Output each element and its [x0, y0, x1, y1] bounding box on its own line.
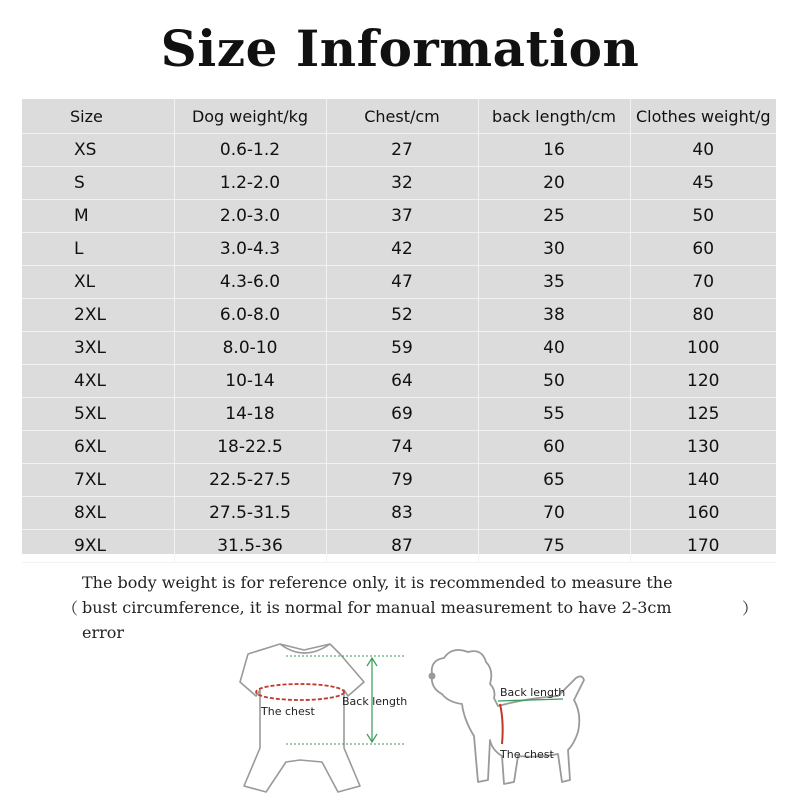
chest-measure-line: [256, 684, 344, 700]
cell-back-length: 30: [478, 233, 630, 266]
cell-size: M: [22, 200, 174, 233]
cell-back-length: 70: [478, 497, 630, 530]
header-dog-weight: Dog weight/kg: [174, 99, 326, 134]
cell-dog-weight: 18-22.5: [174, 431, 326, 464]
table-row: [22, 365, 776, 398]
cell-back-length: 65: [478, 464, 630, 497]
cell-size: 6XL: [22, 431, 174, 464]
table-row: [22, 134, 776, 167]
header-clothes-weight: Clothes weight/g: [630, 99, 776, 134]
dog-chest-line: [500, 704, 503, 744]
dog-nose-icon: [429, 673, 436, 680]
cell-clothes-weight: 40: [630, 134, 776, 167]
dog-silhouette-icon: [432, 650, 584, 784]
cell-clothes-weight: 125: [630, 398, 776, 431]
cell-clothes-weight: 50: [630, 200, 776, 233]
cell-dog-weight: 0.6-1.2: [174, 134, 326, 167]
cell-clothes-weight: 170: [630, 530, 776, 563]
cell-back-length: 25: [478, 200, 630, 233]
table-body: [22, 134, 776, 563]
cell-clothes-weight: 45: [630, 167, 776, 200]
cell-chest: 37: [326, 200, 478, 233]
cell-dog-weight: 2.0-3.0: [174, 200, 326, 233]
measurement-note: [62, 570, 762, 645]
cell-back-length: 16: [478, 134, 630, 167]
cell-back-length: 40: [478, 332, 630, 365]
cell-size: XL: [22, 266, 174, 299]
cell-chest: 69: [326, 398, 478, 431]
cell-chest: 47: [326, 266, 478, 299]
cell-back-length: 20: [478, 167, 630, 200]
table-row: [22, 431, 776, 464]
table-row: [22, 530, 776, 563]
cell-chest: 42: [326, 233, 478, 266]
cell-dog-weight: 6.0-8.0: [174, 299, 326, 332]
cell-clothes-weight: 70: [630, 266, 776, 299]
dog-back-length-label: Back length: [500, 686, 566, 699]
cell-back-length: 38: [478, 299, 630, 332]
cell-chest: 32: [326, 167, 478, 200]
table-row: [22, 299, 776, 332]
cell-clothes-weight: 60: [630, 233, 776, 266]
cell-dog-weight: 3.0-4.3: [174, 233, 326, 266]
cell-back-length: 50: [478, 365, 630, 398]
cell-size: XS: [22, 134, 174, 167]
cell-dog-weight: 31.5-36: [174, 530, 326, 563]
cell-size: 7XL: [22, 464, 174, 497]
garment-chest-label: The chest: [261, 705, 315, 718]
cell-back-length: 60: [478, 431, 630, 464]
cell-clothes-weight: 80: [630, 299, 776, 332]
cell-size: 4XL: [22, 365, 174, 398]
table-row: [22, 332, 776, 365]
cell-size: 9XL: [22, 530, 174, 563]
cell-clothes-weight: 100: [630, 332, 776, 365]
cell-dog-weight: 10-14: [174, 365, 326, 398]
cell-dog-weight: 4.3-6.0: [174, 266, 326, 299]
cell-chest: 74: [326, 431, 478, 464]
table-row: [22, 464, 776, 497]
header-size: Size: [22, 99, 174, 134]
dog-diagram: [418, 640, 608, 796]
size-table-container: [22, 99, 776, 554]
cell-chest: 83: [326, 497, 478, 530]
cell-size: 5XL: [22, 398, 174, 431]
cell-chest: 52: [326, 299, 478, 332]
cell-dog-weight: 22.5-27.5: [174, 464, 326, 497]
table-row: [22, 398, 776, 431]
table-header-row: [22, 99, 776, 134]
cell-clothes-weight: 120: [630, 365, 776, 398]
note-line-1: The body weight is for reference only, it is recommended to measure the: [82, 573, 673, 592]
cell-size: L: [22, 233, 174, 266]
cell-size: 8XL: [22, 497, 174, 530]
dog-chest-label: The chest: [500, 748, 554, 761]
note-line-2: bust circumference, it is normal for manual measurement to have 2-3cm: [82, 598, 672, 617]
cell-dog-weight: 1.2-2.0: [174, 167, 326, 200]
cell-chest: 59: [326, 332, 478, 365]
table-row: [22, 167, 776, 200]
cell-size: 3XL: [22, 332, 174, 365]
size-table: [22, 99, 776, 563]
cell-size: S: [22, 167, 174, 200]
table-row: [22, 233, 776, 266]
cell-clothes-weight: 140: [630, 464, 776, 497]
cell-dog-weight: 8.0-10: [174, 332, 326, 365]
cell-dog-weight: 14-18: [174, 398, 326, 431]
table-row: [22, 200, 776, 233]
cell-chest: 64: [326, 365, 478, 398]
cell-chest: 27: [326, 134, 478, 167]
header-back-length: back length/cm: [478, 99, 630, 134]
cell-back-length: 55: [478, 398, 630, 431]
garment-outline-icon: [240, 644, 364, 792]
cell-dog-weight: 27.5-31.5: [174, 497, 326, 530]
garment-diagram: [212, 636, 412, 796]
cell-back-length: 35: [478, 266, 630, 299]
close-paren: ）: [742, 599, 759, 618]
table-row: [22, 266, 776, 299]
note-line-3: error: [82, 623, 125, 642]
cell-back-length: 75: [478, 530, 630, 563]
cell-clothes-weight: 160: [630, 497, 776, 530]
cell-clothes-weight: 130: [630, 431, 776, 464]
page-title: Size Information: [160, 19, 640, 78]
cell-chest: 79: [326, 464, 478, 497]
cell-chest: 87: [326, 530, 478, 563]
table-row: [22, 497, 776, 530]
cell-size: 2XL: [22, 299, 174, 332]
header-chest: Chest/cm: [326, 99, 478, 134]
garment-back-length-label: Back length: [342, 695, 408, 708]
open-paren: （: [62, 599, 79, 618]
